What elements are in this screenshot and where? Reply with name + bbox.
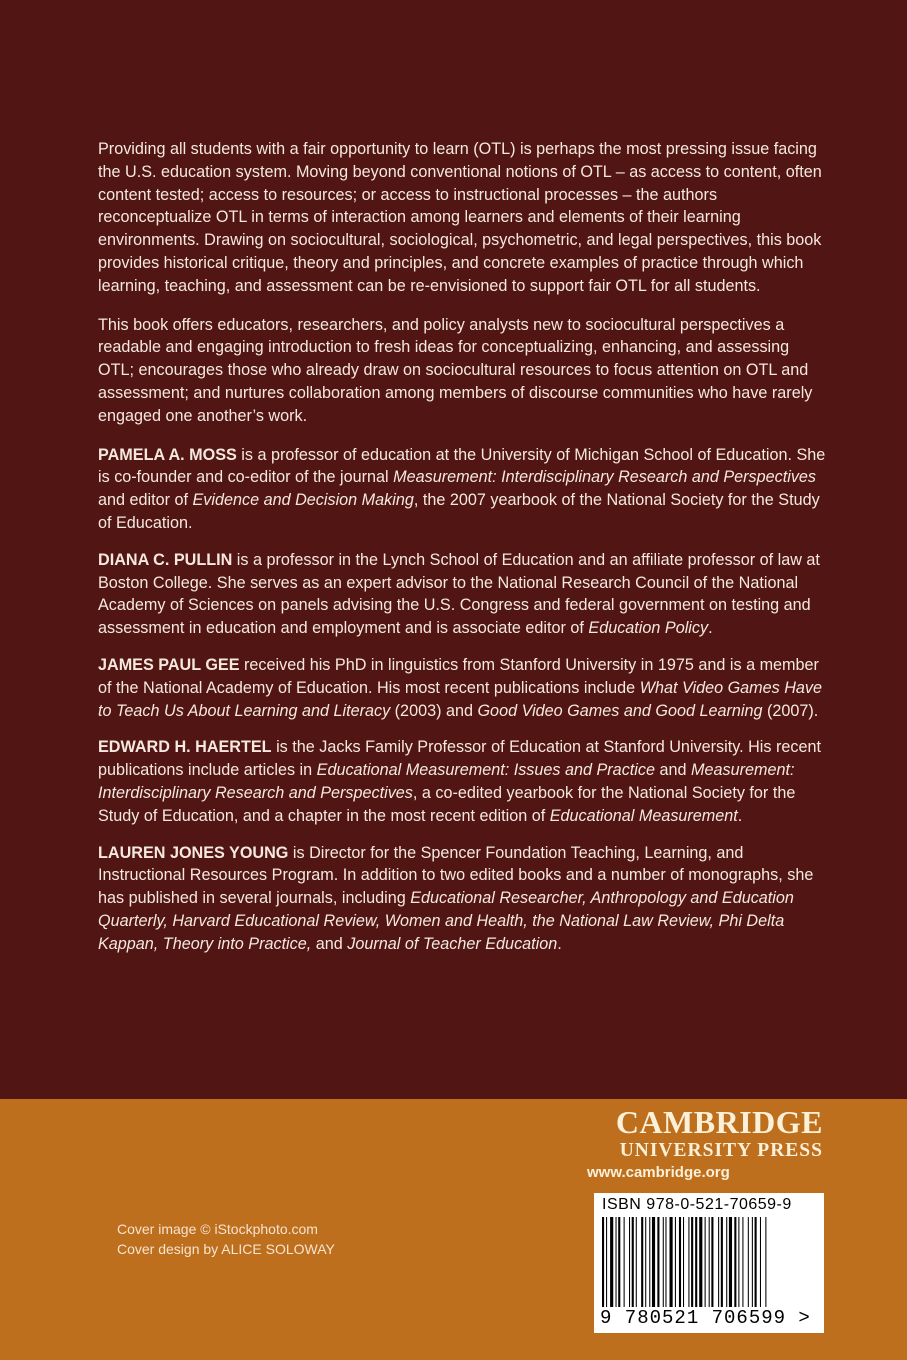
cover-text xyxy=(98,138,826,970)
bio-pullin: DIANA C. PULLIN is a professor in the Lynch School of Education and an affiliate professor of law at Boston College. She serves as an expert advisor to the National Research Council of the National Academy of Sciences on panels advising the U.S. Congress and federal government on testing and assessment in education and employment and is associate editor of Education Policy. xyxy=(98,550,820,638)
barcode-bars xyxy=(600,1217,818,1307)
isbn-barcode xyxy=(594,1193,824,1333)
publisher-logo xyxy=(583,1104,823,1184)
bio-moss: PAMELA A. MOSS is a professor of education at the University of Michigan School of Education. She is co-founder and co-editor of the journal Measurement: Interdisciplinary Research and Perspectives and editor of Evidence and Decision Making, the 2007 yearbook of the National Society for the Study of Education. xyxy=(98,445,826,532)
cover-design-credit: Cover design by ALICE SOLOWAY xyxy=(117,1241,335,1257)
cover-image-credit: Cover image © iStockphoto.com xyxy=(117,1221,318,1237)
isbn-label: ISBN 978-0-521-70659-9 xyxy=(602,1196,792,1213)
publisher-url: www.cambridge.org xyxy=(587,1164,730,1181)
blurb-paragraph-2: This book offers educators, researchers, and policy analysts new to sociocultural perspectives a readable and engaging introduction to fresh ideas for conceptualizing, enhancing, and assessing OTL; encourages those who already draw on sociocultural resources to focus attention on OTL and assessment; and nurtures collaboration among members of discourse communities who have rarely engaged one another’s work. xyxy=(98,315,813,425)
author-name: EDWARD H. HAERTEL xyxy=(98,738,272,757)
bio-young: LAUREN JONES YOUNG is Director for the Spencer Foundation Teaching, Learning, and Instructional Resources Program. In addition to two edited books and a number of monographs, she has published in several journals, including Educational Researcher, Anthropology and Education Quarterly, Harvard Educational Review, Women and Health, the National Law Review, Phi Delta Kappan, Theory into Practice, and Journal of Teacher Education. xyxy=(98,843,814,953)
author-name: PAMELA A. MOSS xyxy=(98,445,237,464)
bio-gee: JAMES PAUL GEE received his PhD in linguistics from Stanford University in 1975 and is a member of the National Academy of Education. His most recent publications include What Video Games Have to Teach Us About Learning and Literacy (2003) and Good Video Games and Good Learning (2007). xyxy=(98,655,823,720)
publisher-name: CAMBRIDGE xyxy=(615,1104,823,1140)
publisher-subtitle: UNIVERSITY PRESS xyxy=(619,1140,823,1161)
barcode-digits: 9 780521 706599 > xyxy=(600,1307,811,1329)
author-name: DIANA C. PULLIN xyxy=(98,550,233,569)
author-name: LAUREN JONES YOUNG xyxy=(98,843,289,862)
author-name: JAMES PAUL GEE xyxy=(98,655,240,674)
blurb-paragraph-1: Providing all students with a fair opportunity to learn (OTL) is perhaps the most pressing issue facing the U.S. education system. Moving beyond conventional notions of OTL – as access to content, often content tested; access to resources; or access to instructional processes – the authors reconceptualize OTL in terms of interaction among learners and elements of their learning environments. Drawing on sociocultural, sociological, psychometric, and legal perspectives, this book provides historical critique, theory and principles, and concrete examples of practice through which learning, teaching, and assessment can be re-envisioned to support fair OTL for all students. xyxy=(98,140,822,295)
cover-credits xyxy=(117,1219,335,1259)
bio-haertel: EDWARD H. HAERTEL is the Jacks Family Professor of Education at Stanford University. His recent publications include articles in Educational Measurement: Issues and Practice and Measurement: Interdisciplinary Research and Perspectives, a co-edited yearbook for the National Society for the Study of Education, and a chapter in the most recent edition of Educational Measurement. xyxy=(98,738,821,825)
